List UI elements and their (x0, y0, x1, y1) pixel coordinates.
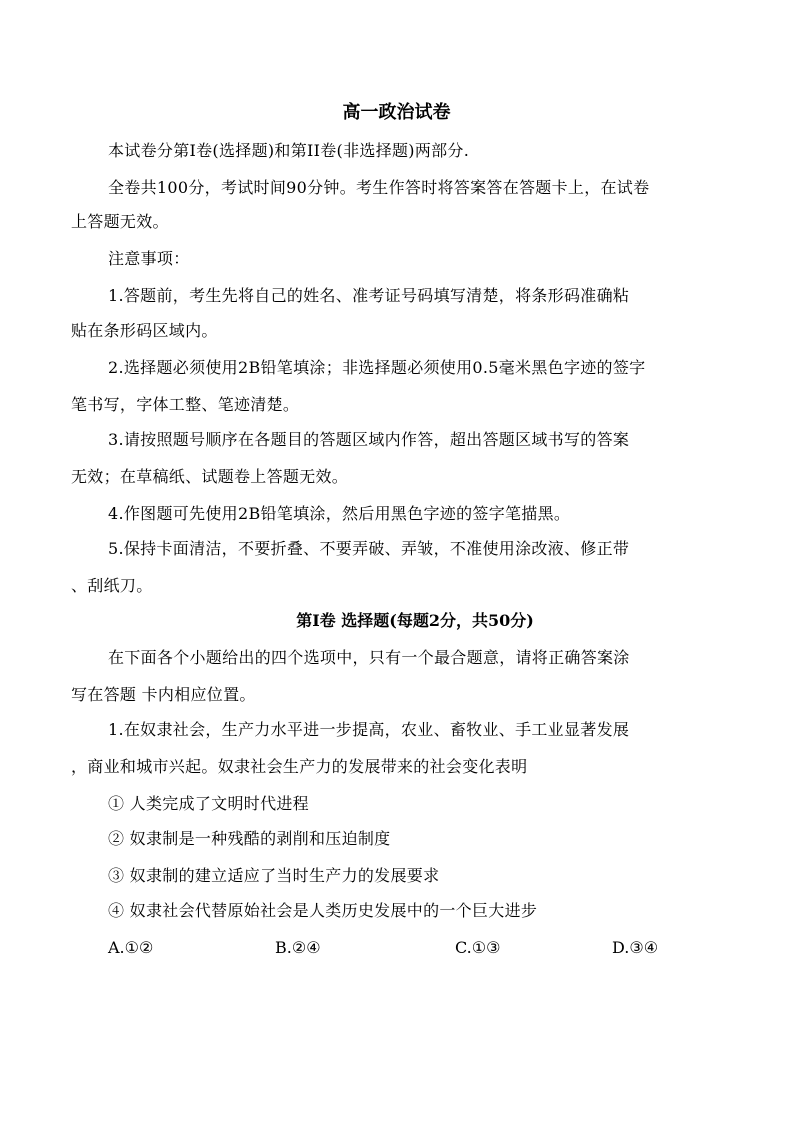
page-title: 高一政治试卷 (342, 102, 451, 123)
question-1-statement-2: ② 奴隶制是一种残酷的剥削和压迫制度 (108, 829, 391, 848)
intro-line-1: 本试卷分第I卷(选择题)和第II卷(非选择题)两部分. (108, 141, 470, 160)
intro-line-2b: 上答题无效。 (71, 212, 169, 231)
note-5-line-b: 、刮纸刀。 (71, 576, 153, 595)
note-4-line-a: 4.作图题可先使用2B铅笔填涂，然后用黑色字迹的签字笔描黑。 (108, 504, 571, 523)
note-2-line-b: 笔书写，字体工整、笔迹清楚。 (71, 395, 300, 414)
question-1-stem-a: 1.在奴隶社会，生产力水平进一步提高，农业、畜牧业、手工业显著发展 (108, 720, 630, 739)
question-1-choice-a: A.①② (108, 938, 154, 957)
question-1-choice-d: D.③④ (612, 938, 659, 957)
question-1-choice-c: C.①③ (455, 938, 501, 957)
question-1-statement-3: ③ 奴隶制的建立适应了当时生产力的发展要求 (108, 866, 440, 885)
section-1-instruction-a: 在下面各个小题给出的四个选项中，只有一个最合题意，请将正确答案涂 (108, 648, 630, 667)
note-2-line-a: 2.选择题必须使用2B铅笔填涂；非选择题必须使用0.5毫米黑色字迹的签字 (108, 358, 646, 377)
section-1-instruction-b: 写在答题 卡内相应位置。 (71, 685, 256, 704)
question-1-statement-1: ① 人类完成了文明时代进程 (108, 794, 309, 813)
note-3-line-a: 3.请按照题号顺序在各题目的答题区域内作答，超出答题区域书写的答案 (108, 430, 630, 449)
note-1-line-a: 1.答题前，考生先将自己的姓名、准考证号码填写清楚，将条形码准确粘 (108, 286, 630, 305)
question-1-choice-b: B.②④ (275, 938, 321, 957)
section-1-title: 第I卷 选择题(每题2分，共50分) (296, 611, 534, 630)
note-5-line-a: 5.保持卡面清洁，不要折叠、不要弄破、弄皱，不准使用涂改液、修正带 (108, 539, 630, 558)
intro-line-2a: 全卷共100分，考试时间90分钟。考生作答时将答案答在答题卡上，在试卷 (108, 178, 650, 197)
notes-heading: 注意事项： (108, 249, 190, 268)
note-1-line-b: 贴在条形码区域内。 (71, 321, 218, 340)
note-3-line-b: 无效；在草稿纸、试题卷上答题无效。 (71, 467, 349, 486)
question-1-stem-b: ，商业和城市兴起。奴隶社会生产力的发展带来的社会变化表明 (71, 757, 528, 776)
question-1-statement-4: ④ 奴隶社会代替原始社会是人类历史发展中的一个巨大进步 (108, 901, 538, 920)
